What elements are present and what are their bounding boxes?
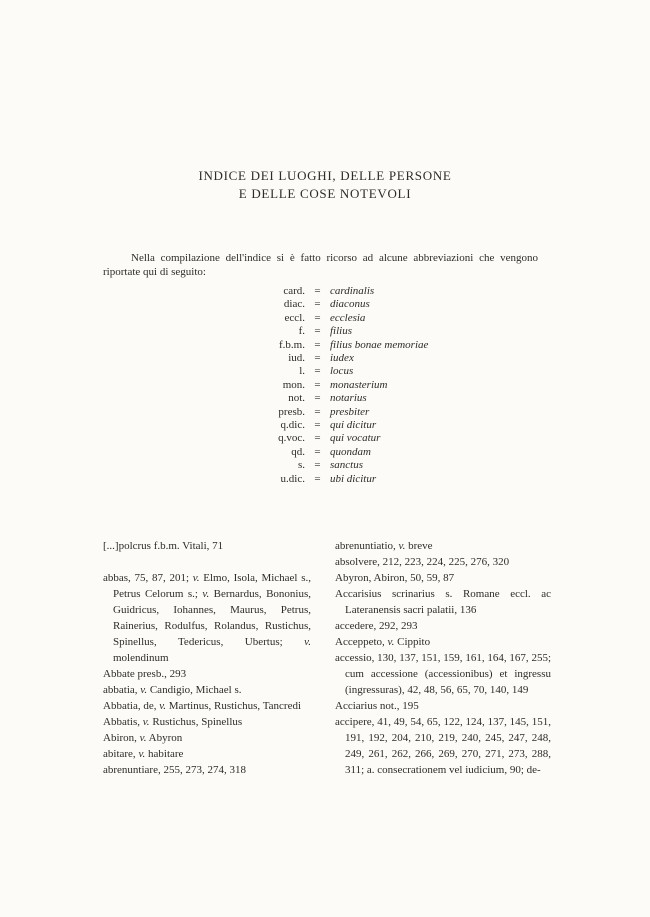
abbreviation-row — [0, 379, 650, 392]
abbreviation-value: locus — [330, 365, 354, 378]
abbreviation-value: monasterium — [330, 378, 388, 391]
abbreviation-row — [0, 419, 650, 432]
index-entry — [103, 762, 311, 778]
index-entry — [335, 650, 551, 698]
abbreviation-key: u.dic. — [280, 472, 305, 485]
entry-text: absolvere, 212, 223, 224, 225, 276, 320 — [335, 556, 510, 568]
abbreviation-row — [0, 325, 650, 338]
entry-text: Cippito — [394, 636, 431, 648]
abbreviation-value: ubi dicitur — [330, 472, 377, 485]
abbreviation-row — [0, 459, 650, 472]
abbreviation-key: q.dic. — [280, 419, 305, 432]
equals-sign: = — [314, 352, 321, 365]
abbreviation-key: f. — [298, 325, 305, 338]
equals-sign: = — [314, 459, 321, 472]
equals-sign: = — [314, 285, 321, 297]
abbreviation-value: qui dicitur — [330, 419, 377, 432]
index-entry — [335, 554, 551, 570]
entry-text: Accarisius scrinarius s. Romane eccl. ac Lateranensis sacri palatii, 136 — [335, 588, 551, 616]
equals-sign: = — [314, 365, 321, 378]
see-reference: v. — [142, 716, 150, 728]
entry-text: Martinus, Rustichus, Tancredi — [166, 700, 302, 712]
abbreviation-row — [0, 298, 650, 311]
index-entry — [103, 538, 311, 554]
entry-text: accessio, 130, 137, 151, 159, 161, 164, 167, 255; cum accessione (accessionibus) et ingressu (ingressuras), 42, 48, 56, 65, 70, 140, 149 — [335, 652, 551, 696]
equals-sign: = — [314, 405, 321, 418]
abbreviation-row — [0, 446, 650, 459]
abbreviation-value: qui vocatur — [330, 432, 381, 445]
page-title — [0, 167, 650, 203]
abbreviation-row — [0, 312, 650, 325]
abbreviation-value: notarius — [330, 392, 367, 405]
entry-text: Bernardus, Bononius, Guidricus, Iohannes, Maurus, Petrus, Rainerius, Rodulfus, Rolandus, Rustichus, Spinellus, Tedericus, Ubertus; — [113, 588, 311, 648]
abbreviation-key: f.b.m. — [279, 338, 305, 351]
index-entry — [335, 618, 551, 634]
abbreviation-value: filius — [330, 325, 353, 338]
entry-text: abrenuntiare, 255, 273, 274, 318 — [103, 764, 246, 776]
abbreviation-row — [0, 339, 650, 352]
abbreviation-value: sanctus — [330, 459, 363, 472]
see-reference: v. — [398, 540, 406, 552]
entry-text: habitare — [145, 748, 184, 760]
abbreviation-value: filius bonae memoriae — [330, 338, 429, 351]
entry-text: abbatia, — [103, 684, 141, 696]
abbreviation-list — [0, 285, 650, 486]
abbreviation-key: presb. — [278, 405, 305, 418]
index-entry — [335, 586, 551, 618]
entry-text: Abbate presb., 293 — [103, 668, 187, 680]
see-reference: v. — [387, 636, 395, 648]
entry-text: abitare, — [103, 748, 139, 760]
index-entry — [103, 730, 311, 746]
abbreviation-key: eccl. — [284, 311, 305, 324]
index-entry — [103, 570, 311, 666]
equals-sign: = — [314, 338, 321, 351]
entry-text: Abbatis, — [103, 716, 143, 728]
entry-text: abbas, 75, 87, 201; — [103, 572, 193, 584]
abbreviation-key: mon. — [282, 378, 305, 391]
abbreviation-key: s. — [297, 459, 305, 472]
abbreviation-row — [0, 285, 650, 298]
index-entry — [103, 682, 311, 698]
entry-text: Abyron — [146, 732, 183, 744]
entry-text: Rustichus, Spinellus — [149, 716, 243, 728]
abbreviation-value: diaconus — [330, 298, 370, 311]
abbreviation-value: cardinalis — [330, 285, 375, 297]
see-reference: v. — [159, 700, 167, 712]
entry-text: Acceppeto, — [335, 636, 388, 648]
equals-sign: = — [314, 419, 321, 432]
index-entry — [103, 746, 311, 762]
entry-text: [...]polcrus f.b.m. Vitali, 71 — [103, 540, 224, 552]
abbreviation-key: qd. — [291, 445, 305, 458]
index-entry — [103, 698, 311, 714]
equals-sign: = — [314, 325, 321, 338]
intro-paragraph: Nella compilazione dell'indice si è fatto ricorso ad alcune abbreviazioni che vengono riportate qui di seguito: — [103, 252, 538, 278]
see-reference: v. — [304, 636, 311, 648]
page-title-line2: E DELLE COSE NOTEVOLI — [238, 186, 412, 201]
entry-text: abrenuntiatio, — [335, 540, 399, 552]
index-column-left — [103, 538, 311, 778]
entry-text: molendinum — [113, 652, 169, 664]
abbreviation-key: diac. — [283, 298, 305, 311]
see-reference: v. — [138, 748, 146, 760]
abbreviation-value: ecclesia — [330, 311, 366, 324]
abbreviation-key: q.voc. — [278, 432, 305, 445]
entry-text: Abbatia, de, — [103, 700, 160, 712]
see-reference: v. — [192, 572, 200, 584]
index-entry — [335, 538, 551, 554]
abbreviation-row — [0, 365, 650, 378]
entry-text: Elmo, Isola, Michael s., Petrus Celorum s.; — [113, 572, 311, 600]
entry-text: Candigio, Michael s. — [147, 684, 242, 696]
index-entry — [335, 570, 551, 586]
index-entry — [335, 714, 551, 778]
abbreviation-key: card. — [283, 285, 305, 297]
abbreviation-row — [0, 432, 650, 445]
index-entry — [335, 634, 551, 650]
index-entry — [103, 714, 311, 730]
entry-text: breve — [405, 540, 433, 552]
abbreviation-key: iud. — [288, 352, 305, 365]
abbreviation-value: iudex — [330, 352, 354, 365]
equals-sign: = — [314, 378, 321, 391]
abbreviation-row — [0, 406, 650, 419]
equals-sign: = — [314, 298, 321, 311]
entry-text: accipere, 41, 49, 54, 65, 122, 124, 137, 145, 151, 191, 192, 204, 210, 219, 240, 245, 247, 248, 249, 261, 262, 266, 269, 270, 271, 273, 288, 311; a. consecrationem vel iudicium, 90; de- — [335, 716, 551, 776]
index-column-right — [335, 538, 551, 778]
equals-sign: = — [314, 445, 321, 458]
abbreviation-key: l. — [299, 365, 305, 378]
abbreviation-value: quondam — [330, 445, 371, 458]
entry-text: accedere, 292, 293 — [335, 620, 418, 632]
abbreviation-row — [0, 473, 650, 486]
equals-sign: = — [314, 311, 321, 324]
index-entry — [335, 698, 551, 714]
entry-text: Acciarius not., 195 — [335, 700, 419, 712]
see-reference: v. — [202, 588, 210, 600]
entry-text: Abiron, — [103, 732, 140, 744]
abbreviation-key: not. — [288, 392, 305, 405]
equals-sign: = — [314, 472, 321, 485]
abbreviation-row — [0, 392, 650, 405]
abbreviation-row — [0, 352, 650, 365]
entry-text: Abyron, Abiron, 50, 59, 87 — [335, 572, 455, 584]
see-reference: v. — [140, 684, 148, 696]
index-entry — [103, 666, 311, 682]
equals-sign: = — [314, 432, 321, 445]
abbreviation-value: presbiter — [330, 405, 370, 418]
page-title-line1: INDICE DEI LUOGHI, DELLE PERSONE — [198, 168, 452, 183]
equals-sign: = — [314, 392, 321, 405]
see-reference: v. — [139, 732, 147, 744]
